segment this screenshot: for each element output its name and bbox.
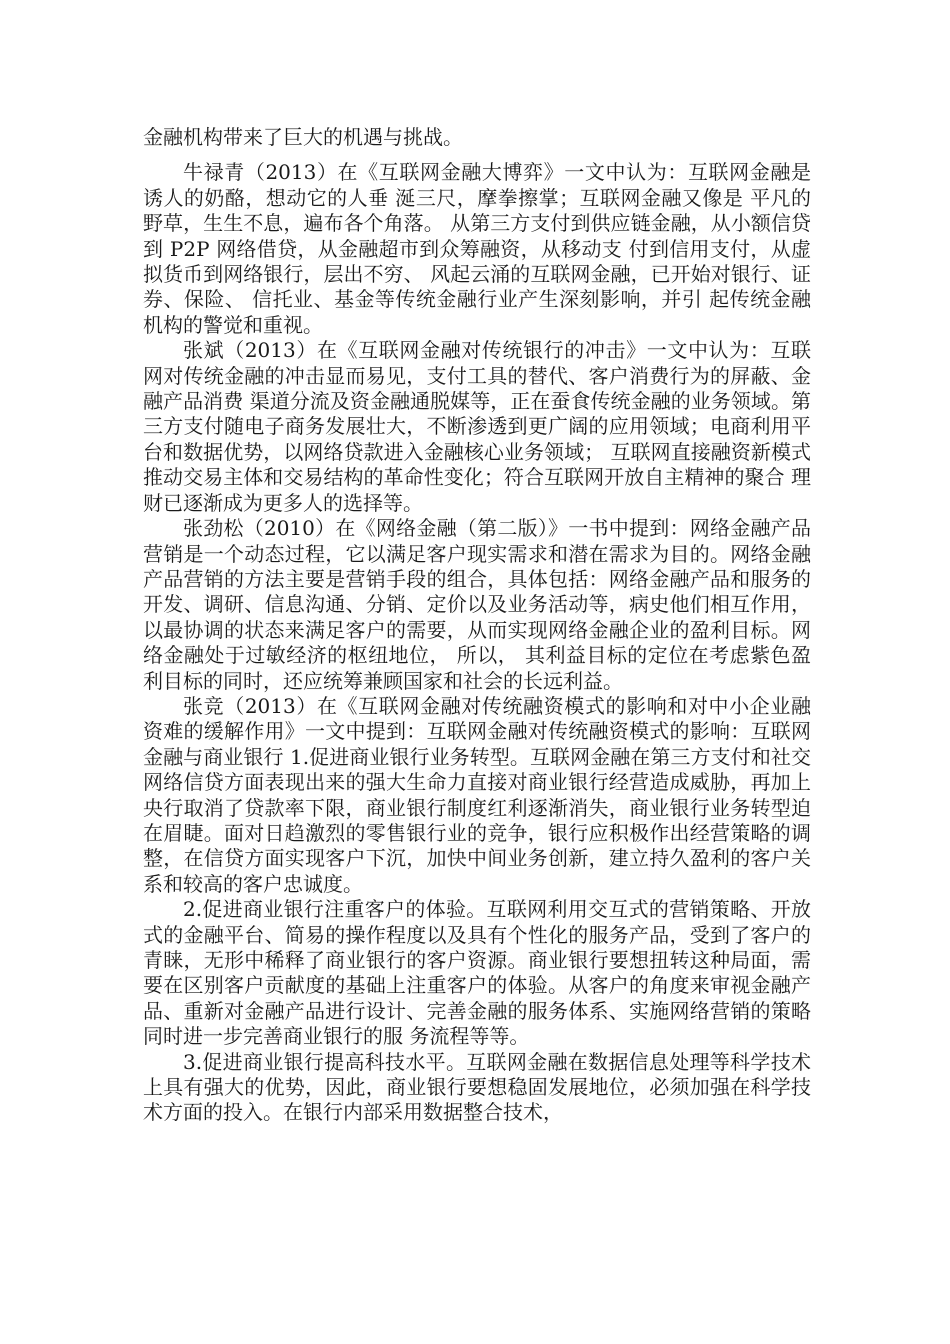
paragraph-continuation: 金融机构带来了巨大的机遇与挑战。 <box>143 125 463 149</box>
paragraph-niu-luqing: 牛禄青（2013）在《互联网金融大博弈》一文中认为：互联网金融是诱人的奶酪，想动它的人垂 涎三尺，摩拳擦掌；互联网金融又像是 平凡的野草，生生不息，遍布各个角落。 从第三方支付到供应链金融，从小额信贷到 P2P 网络借贷，从金融超市到众筹融资，从移动支 付到信用支付，从虚拟货币到网络银行，层出不穷、 风起云涌的互联网金融，已开始对银行、证券、保险、 信托业、基金等传统金融行业产生深刻影响，并引 起传统金融机构的警觉和重视。 <box>143 160 811 337</box>
paragraph-point-3: 3.促进商业银行提高科技水平。互联网金融在数据信息处理等科学技术上具有强大的优势，因此，商业银行要想稳固发展地位，必须加强在科学技术方面的投入。在银行内部采用数据整合技术， <box>143 1049 811 1125</box>
paragraph-zhang-bin: 张斌（2013）在《互联网金融对传统银行的冲击》一文中认为：互联网对传统金融的冲击显而易见，支付工具的替代、客户消费行为的屏蔽、金融产品消费 渠道分流及资金融通脱媒等，正在蚕食传统金融的业务领域。第三方支付随电子商务发展壮大，不断渗透到更广阔的应用领域；电商利用平台和数据优势，以网络贷款进入金融核心业务领域； 互联网直接融资新模式推动交易主体和交易结构的革命性变化；符合互联网开放自主精神的聚合 理财已逐渐成为更多人的选择等。 <box>143 338 811 515</box>
paragraph-zhang-jinsong: 张劲松（2010）在《网络金融（第二版）》一书中提到：网络金融产品营销是一个动态过程，它以满足客户现实需求和潜在需求为目的。网络金融产品营销的方法主要是营销手段的组合，具体包括：网络金融产品和服务的开发、调研、信息沟通、分销、定价以及业务活动等，病史他们相互作用，以最协调的状态来满足客户的需要，从而实现网络金融企业的盈利目标。网络金融处于过敏经济的枢纽地位， 所以， 其利益目标的定位在考虑紫色盈利目标的同时，还应统筹兼顾国家和社会的长远利益。 <box>143 516 811 693</box>
paragraph-zhang-jing: 张竞（2013）在《互联网金融对传统融资模式的影响和对中小企业融资难的缓解作用》一文中提到：互联网金融对传统融资模式的影响：互联网金融与商业银行 1.促进商业银行业务转型。互联网金融在第三方支付和社交网络信贷方面表现出来的强大生命力直接对商业银行经营造成威胁，再加上央行取消了贷款率下限，商业银行制度红利逐渐消失，商业银行业务转型迫在眉睫。面对日趋激烈的零售银行业的竞争，银行应积极作出经营策略的调整，在信贷方面实现客户下沉，加快中间业务创新，建立持久盈利的客户关系和较高的客户忠诚度。 <box>143 693 811 896</box>
paragraph-point-2: 2.促进商业银行注重客户的体验。互联网利用交互式的营销策略、开放式的金融平台、简易的操作程度以及具有个性化的服务产品，受到了客户的青睐，无形中稀释了商业银行的客户资源。商业银行要想扭转这种局面，需要在区别客户贡献度的基础上注重客户的体验。从客户的角度来审视金融产品、重新对金融产品进行设计、完善金融的服务体系、实施网络营销的策略同时进一步完善商业银行的服 务流程等等。 <box>143 897 811 1049</box>
document-body <box>143 125 811 1126</box>
